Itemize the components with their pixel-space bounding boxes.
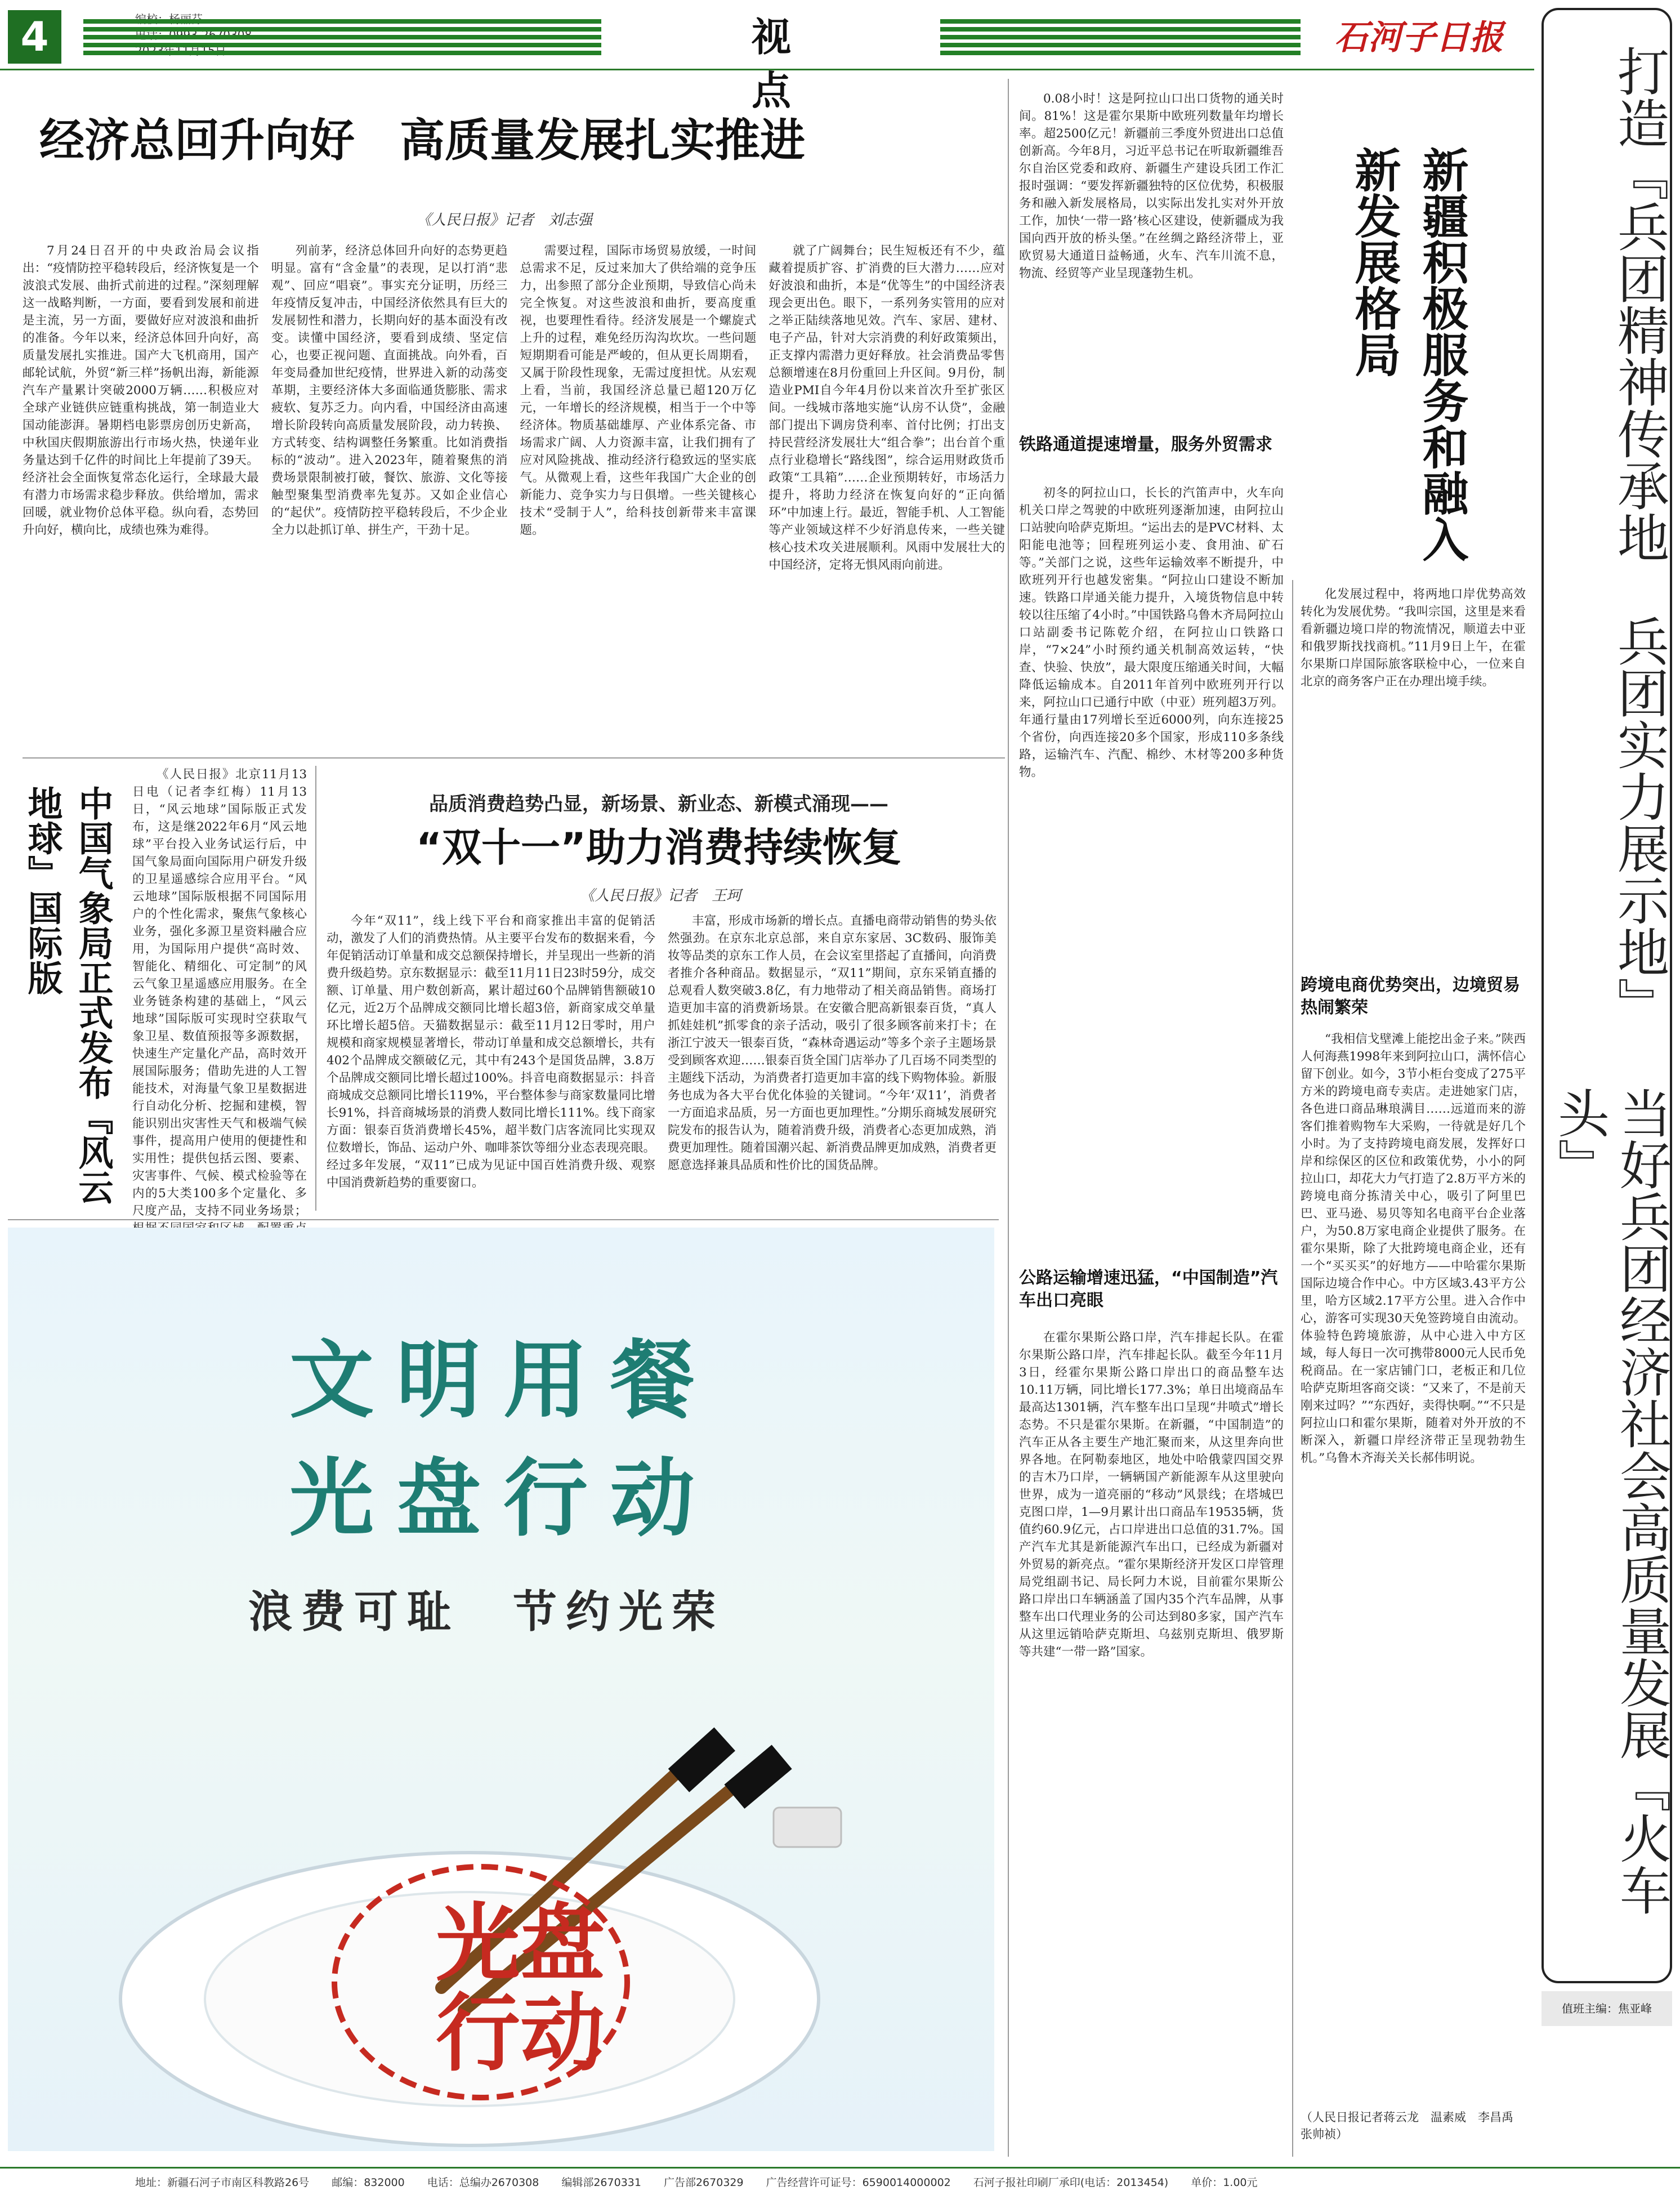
footer-license: 广告经营许可证号：6590014000002 xyxy=(766,2176,951,2189)
decorative-ribbon-right xyxy=(940,19,1301,55)
divider xyxy=(315,766,316,1211)
footer-advert: 广告部2670329 xyxy=(663,2176,744,2189)
footer-address: 地址：新疆石河子市南区科教路26号 xyxy=(135,2176,310,2189)
lead-paragraph: 列前茅，经济总体回升向好的态势更趋明显。富有“含金量”的表现，足以打消“悲观”、回应“唱衰”。事实充分证明，历经三年疫情反复冲击，中国经济依然具有巨大的发展韧性和潜力，长期向好的基本面没有改变。读懂中国经济，要看到成绩、坚定信心，也要正视问题、直面挑战。向外看，百年变局叠加世纪疫情，世界进入新的动荡变革期，主要经济体大多面临通货膨胀、需求疲软、复苏乏力。向内看，中国经济由高速增长阶段转向高质量发展阶段，动力转换、方式转变、结构调整任务繁重。比如消费指标的“波动”。进入2023年，随着聚焦的消费场景限制被打破，餐饮、旅游、文化等接触型聚集型消费率先复苏。又如企业信心的“起伏”。疫情防控平稳转段后，不少企业全力以赴抓订单、拼生产，干劲十足。 xyxy=(271,244,508,537)
sidebar-section-2 xyxy=(1019,1329,1284,2157)
footer-price: 单价：1.00元 xyxy=(1191,2176,1258,2189)
lead-paragraph: 需要过程，国际市场贸易放缓，一时间总需求不足，反过来加大了供给端的竞争压力，出参照了部分企业预期，导致信心尚未完全恢复。对这些波浪和曲折，要高度重视，也要理性看待。经济发展是一个螺旋式上升的过程，难免经历沟沟坎坎。一些问题短期期看可能是严峻的，但从更长周期看，又属于阶段性现象，无需过度担忧。从宏观上看，当前，我国经济总量已超120万亿元，一年增长的经济规模，相当于一个中等经济体。物质基础雄厚、产业体系完备、市场需求广阔、人力资源丰富，让我们拥有了应对风险挑战、推动经济行稳致远的坚实底气。从微观上看，这些年我国广大企业的创新能力、竞争实力与日俱增。一些关键核心技术“受制于人”，给科技创新带来丰富课题。 xyxy=(520,244,757,537)
banner-line-1: 文明用餐 xyxy=(289,1332,717,1430)
duty-editor: 值班主编：焦亚峰 xyxy=(1542,1991,1672,2026)
divider xyxy=(1008,79,1009,2157)
newspaper-logo: 石河子日报 xyxy=(1334,18,1503,57)
section-title: 视 点 xyxy=(752,14,875,114)
sidebar-subhead-1: 铁路通道提速增量，服务外贸需求 xyxy=(1019,435,1272,454)
weather-body xyxy=(132,766,307,1216)
sidebar-section-1 xyxy=(1019,484,1284,969)
public-service-banner xyxy=(8,1228,994,2151)
lead-column-3 xyxy=(520,242,757,749)
double11-body xyxy=(327,912,997,1211)
divider xyxy=(1292,580,1293,2157)
lead-paragraph: 7月24日召开的中央政治局会议指出：“疫情防控平稳转段后，经济恢复是一个波浪式发展、曲折式前进的过程。”深刻理解这一战略判断，一方面，要看到发展和前进是主流，另一方面，要做好应对波浪和曲折的准备。今年以来，经济总体回升向好，高质量发展扎实推进。国产大飞机商用，国产邮轮试航，外贸“新三样”扬帆出海，新能源汽车产量累计突破2000万辆……积极应对全球产业链供应链重构挑战，第一制造业大国动能澎湃。暑期档电影票房创历史新高，中秋国庆假期旅游出行市场火热，快递年业务量达到千亿件的时间比上年提前了39天。经济社会全面恢复常态化运行，全球最大最有潜力市场需求稳步释放。供给增加，需求回暖，就业物价总体平稳。纵向看，态势回升向好，横向比，成绩也殊为难得。 xyxy=(23,244,259,537)
double11-paragraph: 丰富，形成市场新的增长点。直播电商带动销售的势头依然强劲。在京东北京总部，来自京东家居、3C数码、服饰美妆等品类的京东工作人员，在会议室里搭起了直播间，向消费者推介各种商品。数据显示，“双11”期间，京东采销直播的总观看人数突破3.8亿，有力地带动了相关商品销售。商场打造更加丰富的消费新场景。在安徽合肥高新银泰百货，“真人抓娃娃机”抓零食的亲子活动，吸引了很多顾客前来打卡；在浙江宁波天一银泰百货，“森林奇遇运动”等多个亲子主题场景受到顾客欢迎……银泰百货全国门店举办了几百场不同类型的主题线下活动，为消费者打造更加丰富的线下购物体验。新服务也成为各大平台优化体验的关键词。“今年‘双11’，消费者一方面追求品质，另一方面也更加理性。”分期乐商城发展研究院发布的报告认为，随着消费升级，消费者心态更加成熟，消费更加理性。随着国潮兴起、新消费品牌更加成熟，消费者更愿意选择兼具品质和性价比的国货品牌。 xyxy=(668,914,997,1172)
footer xyxy=(0,2167,1680,2195)
banner-slogan: 浪费可耻 节约光荣 xyxy=(248,1586,725,1638)
slogan-column-1: 打造『兵团精神传承地 兵团实力展示地』 xyxy=(1609,45,1669,1029)
lead-column-1 xyxy=(23,242,259,749)
sidebar-paragraph: 化发展过程中，将两地口岸优势高效转化为发展优势。“我叫宗国，这里是来看看新疆边境口岸的物流情况，顺道去中亚和俄罗斯找找商机。”11月9日上午，在霍尔果斯口岸国际旅客联检中心，一位来自北京的商务客户正在办理出境手续。 xyxy=(1301,587,1526,689)
sidebar-headline: 新疆积极服务和融入新发展格局 xyxy=(1347,146,1468,562)
divider xyxy=(23,757,1005,759)
footer-phone: 电话：总编办2670308 xyxy=(427,2176,539,2189)
stamp-text-bottom: 行动 xyxy=(436,1985,605,2083)
lead-paragraph: 就了广阔舞台；民生短板还有不少，蕴藏着提质扩容、扩消费的巨大潜力……应对好波浪和曲折，本是“优等生”的中国经济表现会更出色。眼下，一系列务实管用的应对之举正陆续落地见效。汽车、家居、建材、电子产品，针对大宗消费的利好政策频出，正支撑内需潜力更好释放。社会消费品零售总额增速在8月份重回上升区间。9月份，制造业PMI自今年4月份以来首次升至扩张区间。一线城市落地实施“认房不认贷”，金融部门提出下调房贷利率、首付比例；打出支持民营经济发展壮大“组合拳”；出台首个重点行业稳增长“路线图”，综合运用财政货币政策“工具箱”……企业预期转好，市场活力提升，将助力经济在恢复向好的“正向循环”中加速上行。最近，智能手机、人工智能等产业领域这样不少好消息传来，一些关键核心技术攻关进展顺利。风雨中发展壮大的中国经济，定将无惧风雨向前进。 xyxy=(768,244,1005,572)
double11-headline: “双十一”助力消费持续恢复 xyxy=(415,824,901,871)
footer-editorial: 编辑部2670331 xyxy=(561,2176,641,2189)
sidebar-paragraph: 在霍尔果斯公路口岸，汽车排起长队。在霍尔果斯公路口岸，汽车排起长队。截至今年11月3日，经霍尔果斯公路口岸出口的商品整车达10.11万辆，同比增长177.3%；单日出境商品车最高达1301辆，汽车整车出口呈现“井喷式”增长态势。不只是霍尔果斯。在新疆，“中国制造”的汽车正从各主要生产地汇聚而来，从这里奔向世界各地。在阿勒泰地区，地处中哈俄蒙四国交界的吉木乃口岸，一辆辆国产新能源车从这里驶向世界，成为一道亮丽的“移动”风景线；在塔城巴克图口岸，1—9月累计出口商品车19535辆，货值约60.9亿元，占口岸进出口总值的31.7%。国产汽车尤其是新能源汽车出口，已经成为新疆对外贸易的新亮点。“霍尔果斯经济开发区口岸管理局党组副书记、局长阿力木说，目前霍尔果斯公路口岸出口车辆涵盖了国内35个汽车品牌，从事整车出口代理业务的公司达到80多家，国产汽车从这里远销哈萨克斯坦、乌兹别克斯坦、俄罗斯等共建“一带一路”国家。 xyxy=(1019,1331,1284,1659)
page-number: 4 xyxy=(8,10,61,64)
sidebar-paragraph: 初冬的阿拉山口，长长的汽笛声中，火车向机关口岸之驾驶的中欧班列逐渐加速，由阿拉山口站驶向哈萨克斯坦。“运出去的是PVC材料、太阳能电池等；回程班列运小麦、食用油、矿石等。”关部门之说，这些年运输效率不断提升，中欧班列开行也越发密集。“阿拉山口建设不断加速。铁路口岸通关能力提升，入境货物信息中转较以往压缩了4小时。”中国铁路乌鲁木齐局阿拉山口站副委书记陈乾介绍，在阿拉山口铁路口岸，“7×24”小时预约通关机制高效运转，“快查、快验、快放”，最大限度压缩通关时间，大幅降低运输成本。自2011年首列中欧班列开行以来，阿拉山口已通行中欧（中亚）班列超3万列。年通行量由17列增长至近6000列，向东连接25个省份，向西连接20多个国家，形成110多条线路，运输汽车、汽配、棉纱、木材等200多种货物。 xyxy=(1019,486,1284,779)
weather-paragraph: 《人民日报》北京11月13日电（记者李红梅）11月13日，“风云地球”国际版正式发布，这是继2022年6月“风云地球”平台投入业务试运行后，中国气象局面向国际用户研发升级的卫星遥感综合应用平台。“风云地球”国际版根据不同国际用户的个性化需求，聚焦气象核心业务，强化多源卫星资料融合应用，为国际用户提供“高时效、智能化、精细化、可定制”的风云气象卫星遥感应用服务。在全业务链条构建的基础上，“风云地球”国际版可实现时空获取气象卫星、数值预报等多源数据，快速生产定量化产品，高时效开展国际服务；借助先进的人工智能技术，对海量气象卫星数据进行自动化分析、挖掘和建模，智能识别出灾害性天气和极端气候事件，提高用户使用的便捷性和实用性；提供包括云图、要素、灾害事件、气候、模式检验等在内的5大类100多个定量化、多尺度产品，支持不同业务场景； xyxy=(132,768,307,1218)
stamp-text-top: 光盘 xyxy=(436,1895,605,1993)
slogan-column-2: 当好兵团经济社会高质量发展『火车头』 xyxy=(1549,1087,1672,1916)
sidebar-subhead-2: 公路运输增速迅猛，“中国制造”汽车出口亮眼 xyxy=(1019,1268,1278,1310)
footer-postcode: 邮编：832000 xyxy=(332,2176,405,2189)
lead-body xyxy=(23,242,1005,749)
double11-kicker: 品质消费趋势凸显，新场景、新业态、新模式涌现—— xyxy=(429,793,888,815)
sidebar-subhead-3: 跨境电商优势突出，边境贸易热闹繁荣 xyxy=(1301,975,1520,1018)
sidebar-paragraph: 0.08小时！这是阿拉山口出口货物的通关时间。81%！这是霍尔果斯中欧班列数量年均增长率。超2500亿元！新疆前三季度外贸进出口总值创新高。今年8月，习近平总书记在听取新疆维吾尔自治区党委和政府、新疆生产建设兵团工作汇报时强调：“要发挥新疆独特的区位优势，积极服务和融入新发展格局，以实际出发扎实对外开放工作，加快‘一带一路’核心区建设，使新疆成为我国向西开放的桥头堡。”在丝绸之路经济带上，亚欧贸易大通道日益畅通，火车、汽车川流不息，物流、经贸等产业呈现蓬勃生机。 xyxy=(1019,92,1284,280)
sidebar-paragraph: “我相信戈壁滩上能挖出金子来。”陕西人何海燕1998年来到阿拉山口，满怀信心留下创业。如今，3节小柜台变成了275平方米的跨境电商专卖店。走进她家门店，各色进口商品琳琅满目……远道而来的游客们推着购物车大采购，一待就是好几个小时。为了支持跨境电商发展，发挥好口岸和综保区的区位和政策优势，小小的阿拉山口，却花大力气打造了2.8万平方米的跨境电商分拣清关中心，吸引了阿里巴巴、亚马逊、易贝等知名电商平台企业落户，为50.8万家电商企业提供了服务。在霍尔果斯，除了大批跨境电商企业，还有一个“买买买”的好地方——中哈霍尔果斯国际边境合作中心。中方区域3.43平方公里，哈方区域2.17平方公里。进入合作中心，游客可实现30天免签跨境自由流动。体验特色跨境旅游，从中心进入中方区域，每人每日一次可携带8000元人民币免税商品。在一家店铺门口，老板正和几位哈萨克斯坦客商交谈：“又来了，不是前天刚来过吗？”“东西好，卖得快啊。”“不只是阿拉山口和霍尔果斯，随着对外开放的不断深入，新疆口岸经济带正呈现勃勃生机。”乌鲁木齐海关关长郝伟明说。 xyxy=(1301,1032,1526,1465)
decorative-ribbon-left xyxy=(83,19,601,55)
double11-column-2 xyxy=(668,912,997,1211)
lead-column-4 xyxy=(768,242,1005,749)
sidebar-col3-intro xyxy=(1301,586,1526,963)
weather-headline: 中国气象局正式发布『风云地球』国际版 xyxy=(22,786,114,1204)
divider xyxy=(8,1219,999,1220)
lead-byline: 《人民日报》记者 刘志强 xyxy=(417,212,593,229)
lead-headline: 经济总回升向好 高质量发展扎实推进 xyxy=(39,114,805,167)
double11-paragraph: 今年“双11”，线上线下平台和商家推出丰富的促销活动，激发了人们的消费热情。从主要平台发布的数据来看，今年促销活动订单量和成交总额保持增长，并呈现出一些新的消费升级趋势。京东数据显示：截至11月11日23时59分，成交额、订单量、用户数创新高，累计超过60个品牌销售额破10亿元，近2万个品牌成交额同比增长超3倍，新商家成交单量环比增长超5倍。天猫数据显示：截至11月12日零时，用户规模和商家规模显著增长，带动订单量和成交总额增长，共有402个品牌成交额破亿元，其中有243个是国货品牌，3.8万个品牌成交额同比增长超过100%。抖音电商数据显示：抖音商城成交总额同比增长119%，平台整体参与商家数量同比增长91%，抖音商城场景的消费人数同比增长111%。线下商家方面：银泰百货消费增长45%，超半数门店客流同比实现双位数增长，饰品、运动户外、咖啡茶饮等细分业态表现亮眼。经过多年发展，“双11”已成为见证中国百姓消费升级、观察中国消费新趋势的重要窗口。 xyxy=(327,914,655,1190)
masthead xyxy=(0,0,1534,114)
banner-line-2: 光盘行动 xyxy=(289,1450,717,1548)
sidebar-section-3 xyxy=(1301,1030,1526,2100)
sidebar-credit: （人民日报记者蒋云龙 温素威 李昌禹 张帅祯） xyxy=(1301,2111,1525,2141)
double11-column-1 xyxy=(327,912,655,1211)
sidebar-intro xyxy=(1019,90,1284,405)
double11-byline: 《人民日报》记者 王珂 xyxy=(580,887,741,904)
lead-column-2 xyxy=(271,242,508,749)
footer-printer: 石河子报社印刷厂承印(电话：2013454) xyxy=(973,2176,1169,2189)
